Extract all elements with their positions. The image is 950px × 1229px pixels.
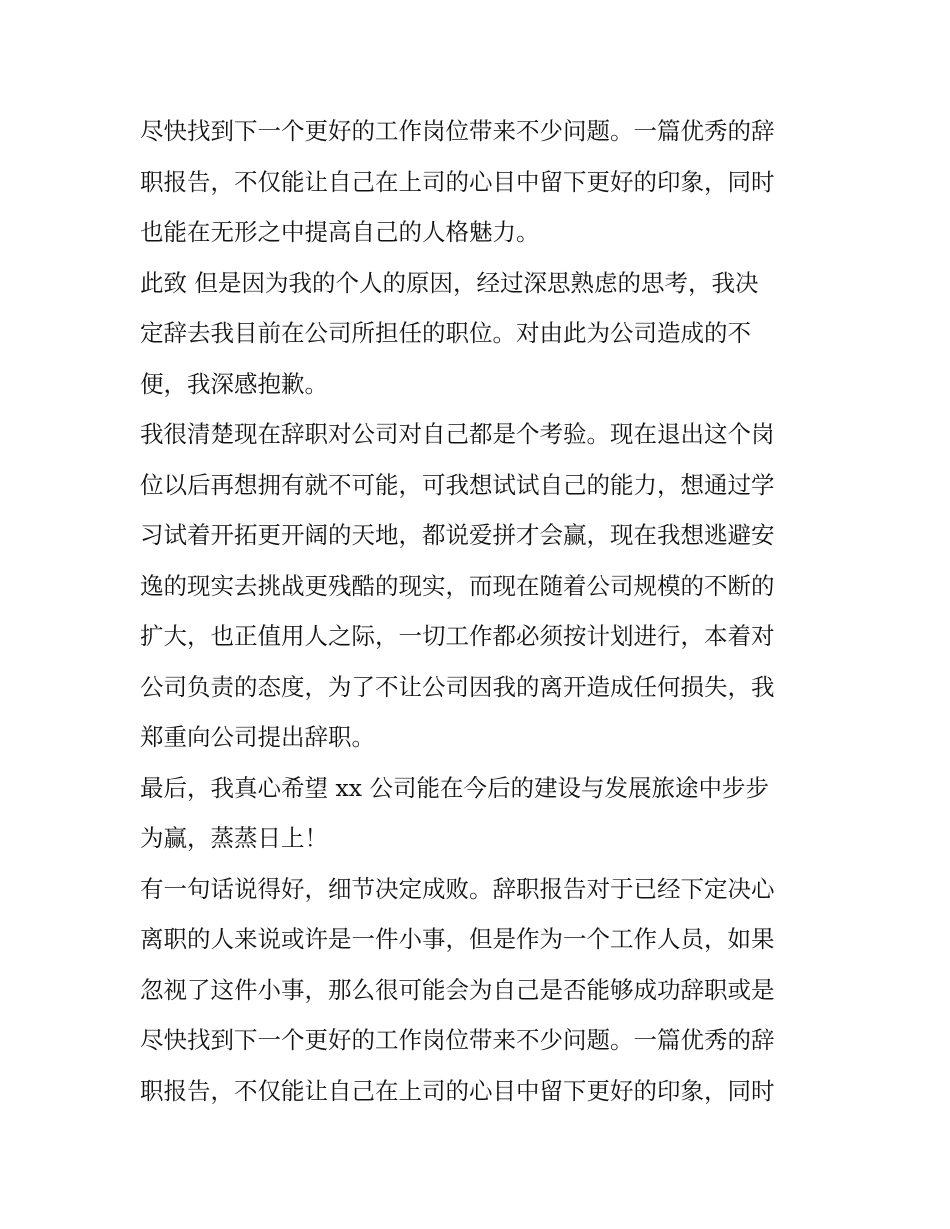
- text-line: 位以后再想拥有就不可能，可我想试试自己的能力，想通过学: [140, 470, 775, 499]
- text-line: 职报告，不仅能让自己在上司的心目中留下更好的印象，同时: [140, 1076, 775, 1105]
- text-line: 为赢，蒸蒸日上！: [140, 824, 328, 852]
- body-text: [140, 106, 830, 1116]
- text-line: 郑重向公司提出辞职。: [140, 723, 375, 751]
- text-line: 此致 但是因为我的个人的原因，经过深思熟虑的思考，我决: [140, 268, 759, 297]
- text-line: 公司负责的态度，为了不让公司因我的离开造成任何损失，我: [140, 672, 775, 701]
- text-line: 扩大，也正值用人之际，一切工作都必须按计划进行，本着对: [140, 622, 775, 650]
- text-line: 习试着开拓更开阔的天地，都说爱拼才会赢，现在我想逃避安: [140, 521, 775, 549]
- text-line: 便，我深感抱歉。: [140, 369, 328, 398]
- text-line: 也能在无形之中提高自己的人格魅力。: [140, 218, 540, 246]
- text-line: 离职的人来说或许是一件小事，但是作为一个工作人员，如果: [140, 925, 775, 953]
- text-line: 定辞去我目前在公司所担任的职位。对由此为公司造成的不: [140, 319, 751, 347]
- text-line: 尽快找到下一个更好的工作岗位带来不少问题。一篇优秀的辞: [140, 117, 775, 145]
- text-line: 有一句话说得好，细节决定成败。辞职报告对于已经下定决心: [140, 874, 775, 903]
- text-line: 尽快找到下一个更好的工作岗位带来不少问题。一篇优秀的辞: [140, 1026, 775, 1054]
- text-line: 我很清楚现在辞职对公司对自己都是个考验。现在退出这个岗: [140, 420, 775, 448]
- text-line: 职报告，不仅能让自己在上司的心目中留下更好的印象，同时: [140, 167, 775, 196]
- text-line: 忽视了这件小事，那么很可能会为自己是否能够成功辞职或是: [140, 975, 775, 1004]
- text-line: 最后，我真心希望 xx 公司能在今后的建设与发展旅途中步步: [140, 773, 769, 802]
- text-line: 逸的现实去挑战更残酷的现实，而现在随着公司规模的不断的: [140, 571, 775, 600]
